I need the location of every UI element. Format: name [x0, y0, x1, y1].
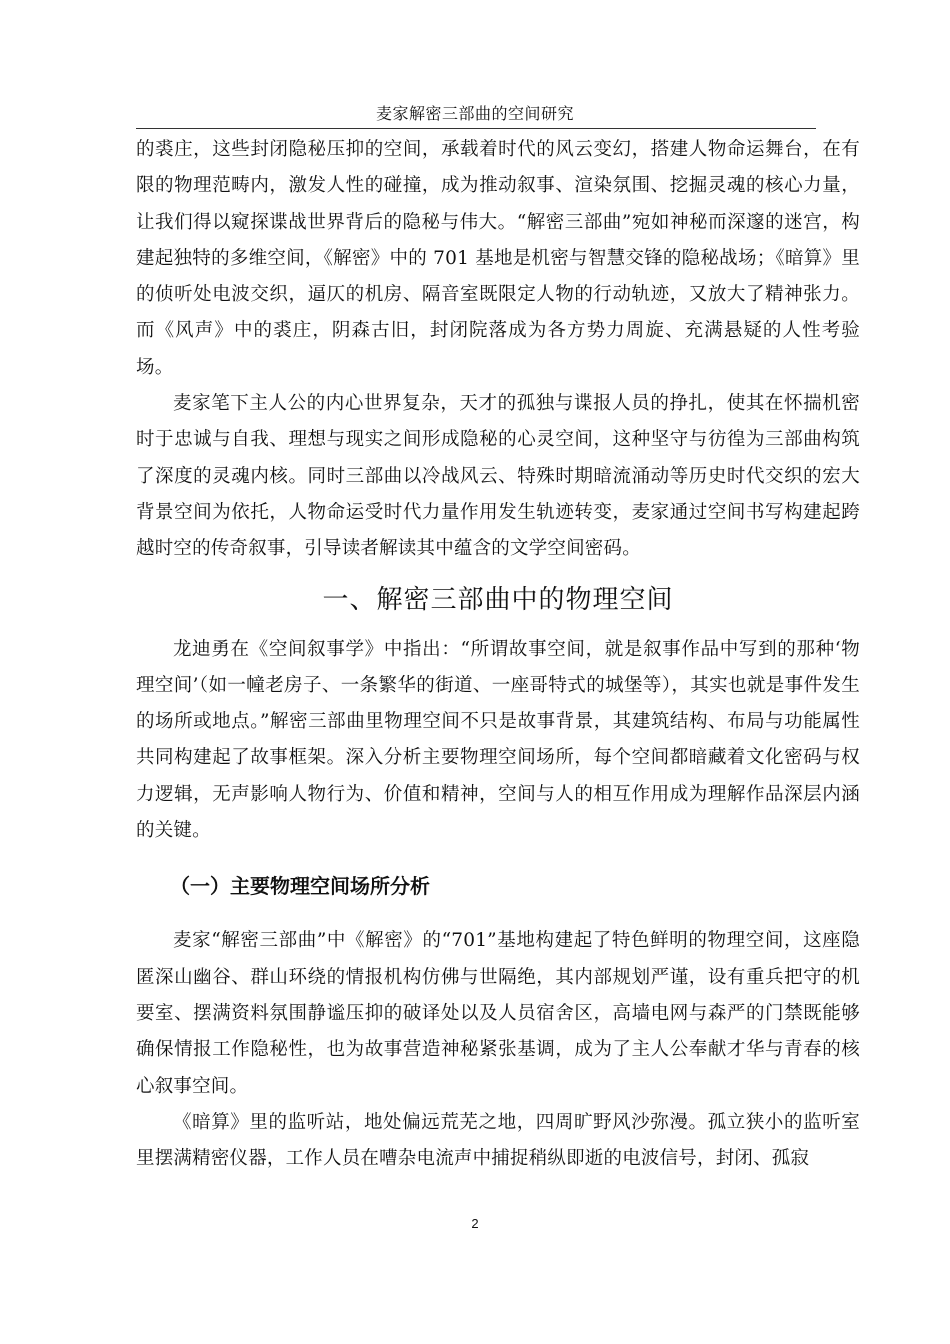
header-rule	[136, 128, 816, 129]
paragraph-701-base: 麦家“解密三部曲”中《解密》的“701”基地构建起了特色鲜明的物理空间，这座隐匿深山幽谷、群山环绕的情报机构仿佛与世隔绝，其内部规划严谨，设有重兵把守的机要室、摆满资料氛围静谧压抑的破译处以及人员宿舍区，高墙电网与森严的门禁既能够确保情报工作隐秘性，也为故事营造神秘紧张基调，成为了主人公奉献才华与青春的核心叙事空间。	[136, 930, 860, 1097]
section-heading: 一、解密三部曲中的物理空间	[322, 584, 674, 615]
paragraph-monitoring-station: 《暗算》里的监听站，地处偏远荒芜之地，四周旷野风沙弥漫。孤立狭小的监听室里摆满精密仪器，工作人员在嘈杂电流声中捕捉稍纵即逝的电波信号，封闭、孤寂	[136, 1111, 860, 1170]
paragraph-story-space-quote: 龙迪勇在《空间叙事学》中指出：“所谓故事空间，就是叙事作品中写到的那种‘物理空间’（如一幢老房子、一条繁华的街道、一座哥特式的城堡等），其实也就是事件发生的场所或地点。”解密三部曲里物理空间不只是故事背景，其建筑结构、布局与功能属性共同构建起了故事框架。深入分析主要物理空间场所，每个空间都暗藏着文化密码与权力逻辑，无声影响人物行为、价值和精神，空间与人的相互作用成为理解作品深层内涵的关键。	[136, 638, 860, 842]
subsection-heading: （一）主要物理空间场所分析	[170, 874, 430, 899]
running-header: 麦家解密三部曲的空间研究	[375, 104, 574, 123]
paragraph-continued: 的裘庄，这些封闭隐秘压抑的空间，承载着时代的风云变幻，搭建人物命运舞台，在有限的物理范畴内，激发人性的碰撞，成为推动叙事、渲染氛围、挖掘灵魂的核心力量，让我们得以窥探谍战世界背后的隐秘与伟大。“解密三部曲”宛如神秘而深邃的迷宫，构建起独特的多维空间，《解密》中的 701 基地是机密与智慧交锋的隐秘战场；《暗算》里的侦听处电波交织，逼仄的机房、隔音室既限定人物的行动轨迹，又放大了精神张力。而《风声》中的裘庄，阴森古旧，封闭院落成为各方势力周旋、充满悬疑的人性考验场。	[136, 139, 860, 378]
document-body	[136, 132, 860, 1177]
paragraph-protagonist-inner-world: 麦家笔下主人公的内心世界复杂，天才的孤独与谍报人员的挣扎，使其在怀揣机密时于忠诚与自我、理想与现实之间形成隐秘的心灵空间，这种坚守与彷徨为三部曲构筑了深度的灵魂内核。同时三部曲以冷战风云、特殊时期暗流涌动等历史时代交织的宏大背景空间为依托，人物命运受时代力量作用发生轨迹转变，麦家通过空间书写构建起跨越时空的传奇叙事，引导读者解读其中蕴含的文学空间密码。	[136, 393, 860, 560]
page-number: 2	[471, 1216, 479, 1231]
